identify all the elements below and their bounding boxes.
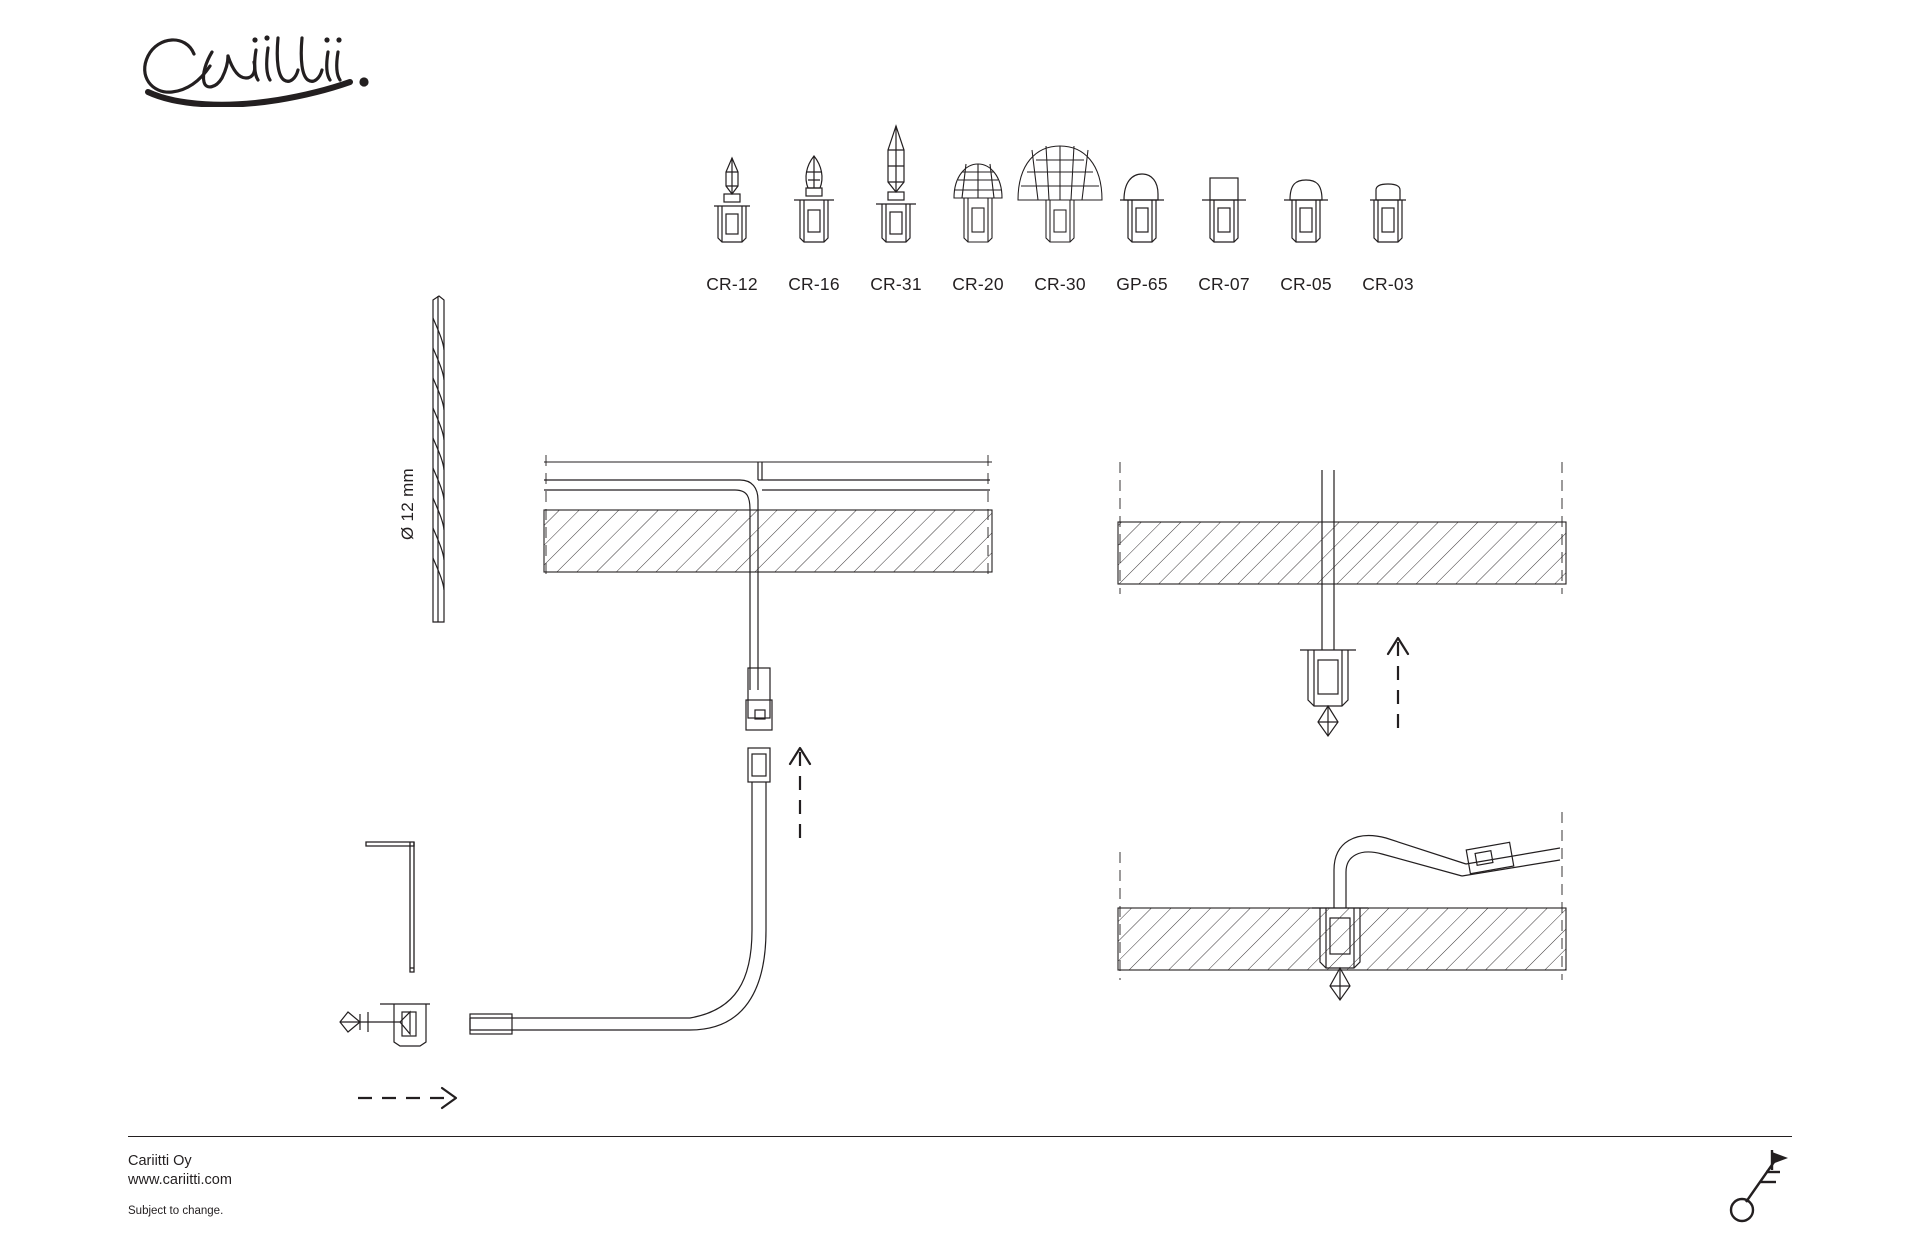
model-label: CR-20 <box>952 274 1004 294</box>
push-up-arrow-right <box>1388 638 1408 728</box>
footer-website[interactable]: www.cariitti.com <box>128 1172 232 1188</box>
model-label: CR-30 <box>1034 274 1086 294</box>
footer-company-block <box>128 1152 232 1190</box>
drill-diameter-label: Ø 12 mm <box>398 467 417 540</box>
panel-section-upper-right <box>1118 462 1566 736</box>
fixture-with-tail-cable <box>340 748 770 1046</box>
flush-cap-fixture-icon <box>1336 120 1440 270</box>
footer-divider <box>128 1136 1792 1137</box>
model-label: CR-05 <box>1280 274 1332 294</box>
panel-section-upper-left <box>544 455 992 730</box>
model-item-cr-03 <box>1336 120 1440 295</box>
allen-key-tool <box>366 842 414 972</box>
footer-disclaimer: Subject to change. <box>128 1205 224 1217</box>
cariitti-logo <box>128 22 388 107</box>
model-label: CR-31 <box>870 274 922 294</box>
drill-bit-12mm <box>433 296 444 622</box>
footer-company-name: Cariitti Oy <box>128 1153 192 1169</box>
key-logo-icon <box>1722 1148 1792 1226</box>
model-label: GP-65 <box>1116 274 1168 294</box>
panel-section-lower-right <box>1118 812 1566 1000</box>
fixture-model-strip <box>680 120 1590 330</box>
push-up-arrow-center <box>790 748 810 838</box>
model-label: CR-16 <box>788 274 840 294</box>
insertion-direction-arrow <box>358 1088 456 1108</box>
model-label: CR-12 <box>706 274 758 294</box>
model-label: CR-07 <box>1198 274 1250 294</box>
model-label: CR-03 <box>1362 274 1414 294</box>
